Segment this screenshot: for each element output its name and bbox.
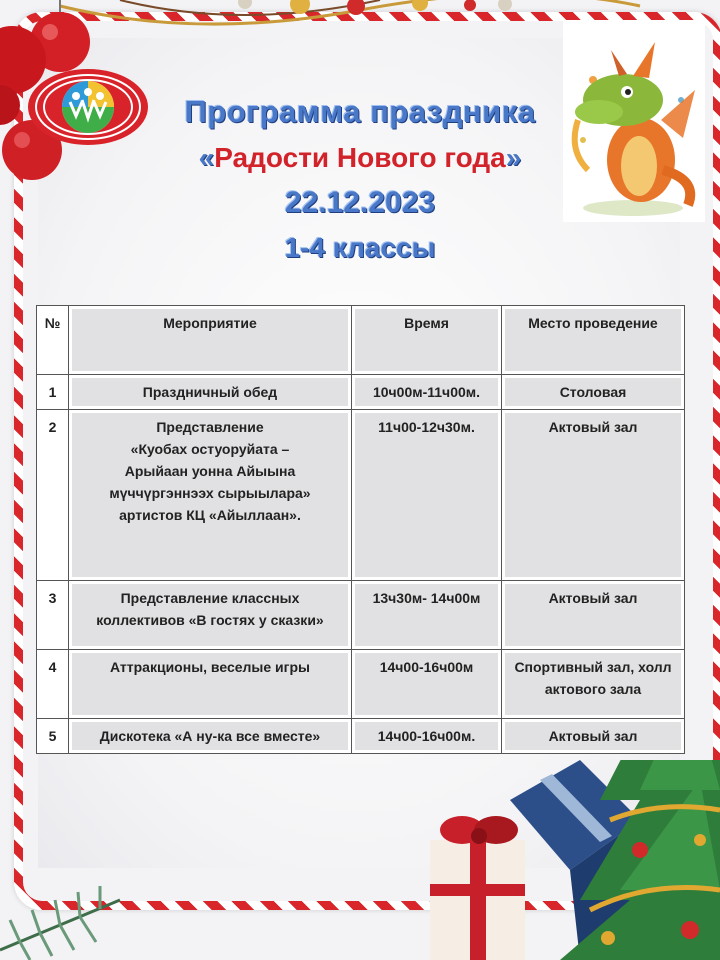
row-time: 14ч00-16ч00м	[352, 650, 502, 719]
column-header-time: Время	[352, 306, 502, 375]
holiday-decor-bottom	[0, 760, 720, 960]
schedule-table	[36, 305, 685, 754]
dragon-card	[563, 20, 705, 222]
row-place: Актовый зал	[502, 719, 685, 754]
row-number: 2	[37, 410, 69, 581]
close-quote: »	[505, 142, 522, 173]
program-title: Программа праздника	[184, 94, 536, 129]
table-row	[37, 410, 685, 581]
row-time: 13ч30м- 14ч00м	[352, 581, 502, 650]
table-row	[37, 650, 685, 719]
row-event: Дискотека «А ну-ка все вместе»	[69, 719, 352, 754]
school-logo-icon	[26, 66, 150, 148]
column-header-event: Мероприятие	[69, 306, 352, 375]
row-time: 10ч00м-11ч00м.	[352, 375, 502, 410]
festival-name-text: Радости Нового года	[214, 142, 506, 173]
row-number: 4	[37, 650, 69, 719]
row-event: Праздничный обед	[69, 375, 352, 410]
table-row	[37, 581, 685, 650]
row-event: Представление классных коллективов «В гостях у сказки»	[69, 581, 352, 650]
table-row	[37, 719, 685, 754]
row-event: Аттракционы, веселые игры	[69, 650, 352, 719]
row-event: Представление «Куобах остуоруйата – Арыйаан уонна Айыына мүччүргэннээх сырыылара» артистов КЦ «Айыллаан».	[69, 410, 352, 581]
row-number: 1	[37, 375, 69, 410]
table-header-row	[37, 306, 685, 375]
row-number: 5	[37, 719, 69, 754]
festival-name	[150, 142, 570, 174]
gift-box-icon	[430, 816, 525, 960]
pine-branch-icon	[0, 886, 120, 960]
row-time: 11ч00-12ч30м.	[352, 410, 502, 581]
row-place: Столовая	[502, 375, 685, 410]
row-time: 14ч00-16ч00м.	[352, 719, 502, 754]
table-row	[37, 375, 685, 410]
open-quote: «	[198, 142, 215, 173]
row-place: Спортивный зал, холл актового зала	[502, 650, 685, 719]
event-date: 22.12.2023	[284, 186, 436, 219]
column-header-number: №	[37, 306, 69, 375]
row-place: Актовый зал	[502, 410, 685, 581]
column-header-place: Место проведение	[502, 306, 685, 375]
grade-range: 1-4 классы	[284, 232, 436, 263]
dragon-icon	[563, 20, 705, 222]
row-place: Актовый зал	[502, 581, 685, 650]
row-number: 3	[37, 581, 69, 650]
